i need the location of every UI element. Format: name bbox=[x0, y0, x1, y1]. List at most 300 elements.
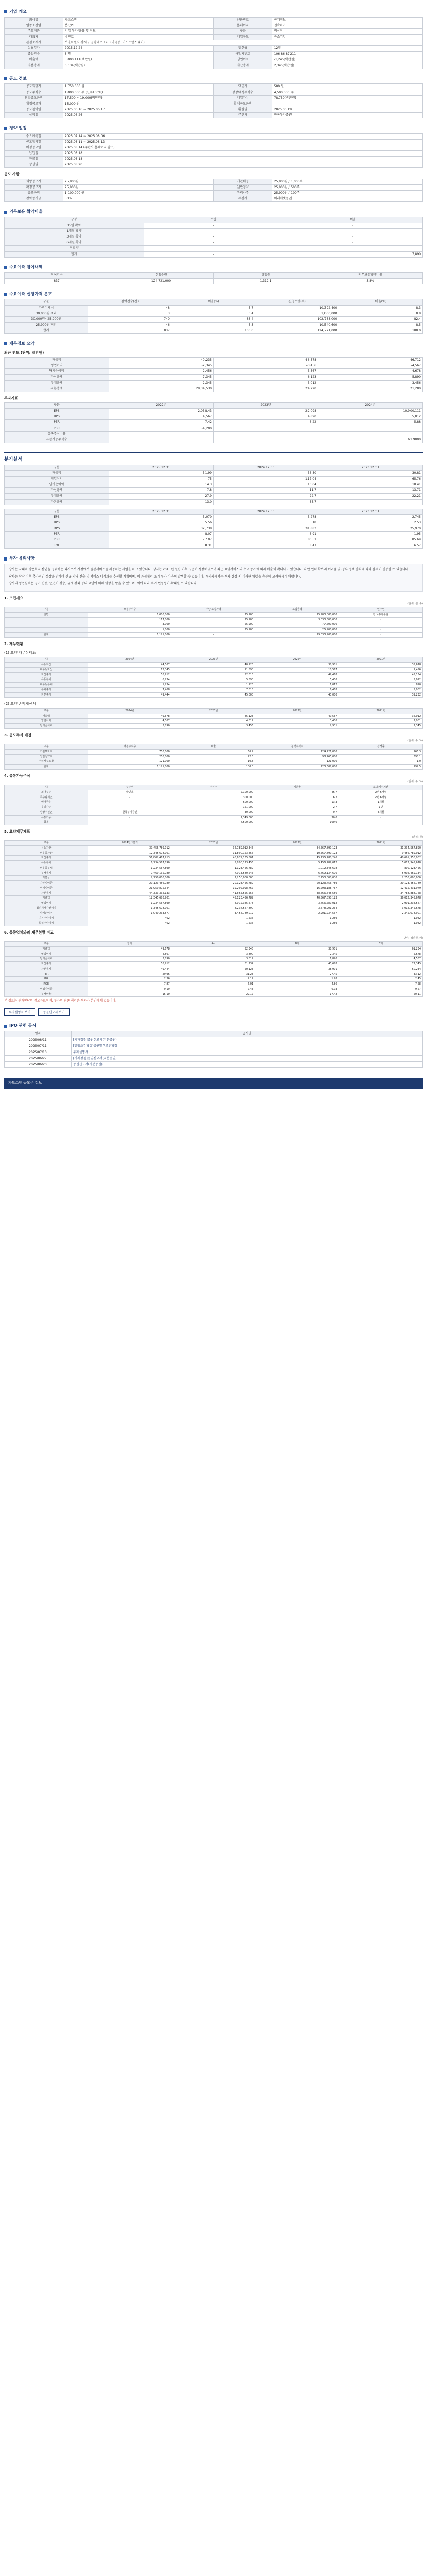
fin1-row bbox=[5, 386, 423, 392]
per-share-cell: 8.31 bbox=[109, 543, 214, 549]
fin2-cell: 22,098 bbox=[214, 409, 318, 414]
section3-cell: 98,765,000 bbox=[255, 754, 339, 759]
section2a-cell: 9,456 bbox=[339, 667, 422, 672]
demand-row-label: 25,900원 미만 bbox=[5, 322, 88, 328]
quarterly-header: 구분 bbox=[5, 465, 109, 471]
per-share-row-label: ROE bbox=[5, 543, 109, 549]
section1-row-label bbox=[5, 628, 88, 633]
company-row bbox=[5, 40, 423, 46]
quarterly-row-label: 자산총계 bbox=[5, 488, 109, 494]
fin2-row-label: PBR bbox=[5, 426, 109, 431]
section5-cell: 48,679,135,801 bbox=[172, 856, 255, 861]
quarterly-row-label: 부채총계 bbox=[5, 494, 109, 499]
per-share-cell: 85.69 bbox=[318, 537, 423, 543]
section5-header: 2021년 bbox=[339, 841, 422, 846]
section4-cell: 600,000 bbox=[172, 800, 255, 805]
section1-cell: 25,900,000 bbox=[255, 628, 339, 633]
stock-value: 4,500,000 주 bbox=[272, 90, 422, 95]
notice-box bbox=[4, 564, 423, 592]
section4-cell: 300,000 bbox=[172, 795, 255, 800]
stock-value: 500 원 bbox=[272, 84, 422, 90]
lockup-cell: - bbox=[144, 251, 283, 257]
section6-row bbox=[5, 952, 423, 957]
per-share-cell: 77.07 bbox=[109, 537, 214, 543]
competition-header: 신청수량 bbox=[109, 273, 214, 278]
section6-unit: (단위: 백만원, 배) bbox=[402, 937, 423, 940]
fin2-cell bbox=[318, 426, 423, 431]
section5-row-label: 자산총계 bbox=[5, 856, 88, 861]
section5-cell: 1,042 bbox=[339, 921, 422, 926]
section1-cell: 25,900 bbox=[172, 617, 255, 622]
section1-cell: - bbox=[339, 617, 422, 622]
section2a-row bbox=[5, 663, 423, 668]
company-label: 구분 bbox=[213, 28, 272, 34]
section5-cell: 1,289 bbox=[255, 921, 339, 926]
per-share-row bbox=[5, 543, 423, 549]
demand-cell: 1,000,000 bbox=[255, 311, 339, 316]
section5-row bbox=[5, 881, 423, 886]
filings-header: 일자 bbox=[5, 1031, 72, 1037]
filing-date: 2025/06/27 bbox=[5, 1056, 72, 1062]
section1-table bbox=[4, 607, 423, 638]
section3-cell: 22.3 bbox=[172, 754, 255, 759]
quarterly-cell: 27.9 bbox=[109, 494, 214, 499]
lockup-cell: - bbox=[283, 240, 423, 246]
schedule-value: 2025.08.14 (주관사 홈페이지 참조) bbox=[63, 145, 422, 150]
schedule-sub-value: 미래에셋증권 bbox=[272, 196, 422, 202]
section5-cell: 1,123,456,789 bbox=[172, 866, 255, 871]
company-section-title: 기업 개요 bbox=[4, 9, 423, 15]
section6-cell: 6.01 bbox=[172, 982, 255, 987]
section6-cell: 52,345 bbox=[172, 946, 255, 952]
section5-cell: 34,567,890,123 bbox=[255, 845, 339, 851]
schedule-sub-row bbox=[5, 184, 423, 190]
fin2-row bbox=[5, 431, 423, 437]
section5-cell: 10,567,890,123 bbox=[255, 851, 339, 856]
section5-cell: 39,456,789,012 bbox=[88, 845, 172, 851]
section6-cell: 61,234 bbox=[172, 962, 255, 967]
section4-cell: - bbox=[88, 815, 172, 820]
company-value: 비상장 bbox=[272, 28, 422, 34]
quarterly-header: 2025.12.31 bbox=[109, 465, 214, 471]
section1-cell: 25,900 bbox=[172, 612, 255, 617]
lockup-section-title: 의무보유 확약비율 bbox=[4, 209, 423, 215]
filing-link[interactable]: [발행조건확정]증권발행조건확정 bbox=[71, 1043, 422, 1049]
stock-row bbox=[5, 90, 423, 95]
section5-cell: 3,456,789,012 bbox=[255, 901, 339, 906]
company-value: 106-86-87211 bbox=[272, 52, 422, 57]
schedule-sub-value: 25,900원 bbox=[63, 184, 213, 190]
lockup-row bbox=[5, 251, 423, 257]
section5-cell: 5,456,789,012 bbox=[255, 861, 339, 866]
fin1-cell: -46,712 bbox=[318, 358, 423, 363]
stock-value: 1,750,000 원 bbox=[63, 84, 213, 90]
filing-row bbox=[5, 1049, 423, 1056]
section3-row bbox=[5, 765, 423, 770]
section2a-row bbox=[5, 672, 423, 677]
fin2-row-label: BPS bbox=[5, 414, 109, 420]
section4-row bbox=[5, 815, 423, 820]
company-label: 대표자 bbox=[5, 35, 63, 40]
section1-cell: 1,121,000 bbox=[88, 632, 172, 637]
section6-row-label: 당기순이익 bbox=[5, 957, 88, 962]
schedule-label: 배정공고일 bbox=[5, 145, 63, 150]
stock-section-title: 공모 정보 bbox=[4, 76, 423, 82]
fin1-row bbox=[5, 358, 423, 363]
section5-row bbox=[5, 876, 423, 881]
quarterly-cell: - bbox=[318, 499, 423, 505]
quarterly-row bbox=[5, 477, 423, 482]
section6-row bbox=[5, 946, 423, 952]
section2b-cell: 3,456 bbox=[172, 724, 255, 729]
section5-cell: 6,234,567,890 bbox=[88, 861, 172, 866]
section1-row bbox=[5, 612, 423, 617]
section5-cell: 12,345,678,901 bbox=[88, 896, 172, 901]
section5-cell: 11,890,123,456 bbox=[172, 851, 255, 856]
quarterly-cell: 31.99 bbox=[109, 471, 214, 477]
demand-cell: 88.4 bbox=[172, 316, 255, 322]
section4-cell: 3개월 bbox=[339, 810, 422, 815]
section2-title: 2. 재무현황 bbox=[4, 641, 24, 646]
schedule-sub-value: 50% bbox=[63, 196, 213, 202]
schedule-sub-value: 25,900원 / 500주 bbox=[272, 184, 422, 190]
quarterly-row-label: 매출액 bbox=[5, 471, 109, 477]
notice-section-title: 투자 유의사항 bbox=[4, 556, 423, 562]
per-share-row bbox=[5, 537, 423, 543]
fin1-cell: 2,345 bbox=[109, 380, 214, 386]
section5-cell: 1,536 bbox=[172, 921, 255, 926]
stock-label: 기업가치 bbox=[213, 95, 272, 101]
section6-row bbox=[5, 962, 423, 967]
fin2-cell: 10,900,111 bbox=[318, 409, 423, 414]
demand-row bbox=[5, 328, 423, 333]
section5-row bbox=[5, 916, 423, 921]
section-bullet-icon bbox=[4, 10, 7, 13]
company-label: 본점소재지 bbox=[5, 40, 63, 46]
lockup-row-label: 6개월 확약 bbox=[5, 240, 144, 246]
section5-row-label: 유동자산 bbox=[5, 845, 88, 851]
fin1-row-label: 자본총계 bbox=[5, 386, 109, 392]
fin1-cell: 3,456 bbox=[318, 380, 423, 386]
filing-link[interactable]: 투자설명서 bbox=[71, 1049, 422, 1056]
schedule-sub-value: 25,900원 / 100주 bbox=[272, 190, 422, 196]
section2a-header: 2024년 bbox=[88, 657, 172, 663]
section2a-cell: 56,912 bbox=[88, 672, 172, 677]
section4-cell: 1,349,000 bbox=[172, 815, 255, 820]
section5-header: 2022년 bbox=[255, 841, 339, 846]
section5-cell: 2,901,234,567 bbox=[339, 901, 422, 906]
section4-row bbox=[5, 800, 423, 805]
section4-cell: 46.7 bbox=[255, 790, 339, 795]
financial-table-2 bbox=[4, 402, 423, 443]
section4-cell: - bbox=[88, 795, 172, 800]
schedule-sub-row bbox=[5, 179, 423, 184]
section5-cell: 890,123,456 bbox=[339, 866, 422, 871]
section2-sub-a: (1) 요약 재무상태표 bbox=[4, 651, 36, 655]
stock-value: 1,000,000 주 (신주100%) bbox=[63, 90, 213, 95]
per-share-cell: 2,745 bbox=[318, 514, 423, 520]
section2a-header: 2021년 bbox=[339, 657, 422, 663]
section5-cell: 40,567,890,123 bbox=[255, 896, 339, 901]
section5-row-label: 자본잉여금 bbox=[5, 881, 88, 886]
section4-header: 지분율 bbox=[255, 785, 339, 790]
section5-cell: 5,012,345,678 bbox=[339, 861, 422, 866]
fin1-cell: -4,567 bbox=[318, 363, 423, 369]
fin2-cell: 2,038.43 bbox=[109, 409, 214, 414]
section4-cell: - bbox=[88, 805, 172, 810]
demand-header: 신청수량(주) bbox=[255, 299, 339, 305]
section6-cell: 56,912 bbox=[88, 962, 172, 967]
lockup-cell: - bbox=[144, 246, 283, 251]
section6-cell: 9.19 bbox=[88, 987, 172, 992]
section5-cell: 20,123,456,789 bbox=[339, 881, 422, 886]
demand-row-label: 30,000원 초과 bbox=[5, 311, 88, 316]
section2b-header: 2021년 bbox=[339, 708, 422, 714]
company-value: -1,245(백만원) bbox=[272, 57, 422, 63]
section3-cell: 121,000 bbox=[255, 759, 339, 765]
company-row bbox=[5, 35, 423, 40]
section6-cell: 2,345 bbox=[255, 952, 339, 957]
section5-cell: 1,012,345,678 bbox=[255, 866, 339, 871]
schedule-sub-label: 청약증거금 bbox=[5, 196, 63, 202]
demand-cell: 0.4 bbox=[172, 311, 255, 316]
section5-row bbox=[5, 871, 423, 876]
section6-cell: 1,890 bbox=[255, 957, 339, 962]
stock-value: 한국투자증권 bbox=[272, 112, 422, 118]
section5-cell: 12,345,678,901 bbox=[88, 851, 172, 856]
section3-row-label: 합계 bbox=[5, 765, 88, 770]
section6-title: 6. 동종업체와의 재무현황 비교 bbox=[4, 930, 54, 935]
schedule-sub-value: 1,100,000 원 bbox=[63, 190, 213, 196]
section1-cell: 25,900,000,000 bbox=[255, 612, 339, 617]
fin1-cell: 29,34,530 bbox=[109, 386, 214, 392]
stock-label: 희망공모금액 bbox=[5, 95, 63, 101]
section6-cell: 4,567 bbox=[88, 952, 172, 957]
company-label: 결산월 bbox=[213, 46, 272, 52]
per-share-header: 2024.12.31 bbox=[214, 509, 318, 514]
section2a-cell: 10,567 bbox=[255, 667, 339, 672]
page bbox=[0, 0, 427, 1099]
per-share-cell: 3,278 bbox=[214, 514, 318, 520]
section2a-cell: 52,013 bbox=[172, 672, 255, 677]
fin2-cell: 6.22 bbox=[214, 420, 318, 426]
section6-cell: 3,890 bbox=[172, 952, 255, 957]
quarterly-row bbox=[5, 499, 423, 505]
quarterly-cell: 11.7 bbox=[214, 488, 318, 494]
section5-row bbox=[5, 911, 423, 916]
per-share-header: 2025.12.31 bbox=[109, 509, 214, 514]
section5-cell: 2,345,678,901 bbox=[339, 911, 422, 916]
section1-unit: (단위: 원, 주) bbox=[407, 602, 423, 606]
section4-title: 4. 유통가능주식 bbox=[4, 773, 30, 778]
section2a-header: 구분 bbox=[5, 657, 88, 663]
section6-row bbox=[5, 972, 423, 977]
section5-cell: 19,292,098,767 bbox=[172, 886, 255, 891]
section6-header: A사 bbox=[172, 942, 255, 947]
company-label: 기업규모 bbox=[213, 35, 272, 40]
fin2-header: 2022년 bbox=[109, 403, 214, 409]
section3-unit: (단위: 주, %) bbox=[407, 739, 423, 743]
schedule-sub-title: 공모 사항 bbox=[4, 172, 20, 177]
section6-cell: 27.45 bbox=[255, 972, 339, 977]
section2a-cell: 12,345 bbox=[88, 667, 172, 672]
schedule-section-title: 청약 일정 bbox=[4, 126, 423, 131]
section6-cell: 22.17 bbox=[172, 992, 255, 997]
section2b-cell: 3,456 bbox=[255, 719, 339, 724]
per-share-cell: 5.18 bbox=[214, 520, 318, 526]
filing-link[interactable]: 증권신고서(지분증권) bbox=[71, 1062, 422, 1068]
section-bullet-icon bbox=[4, 342, 7, 345]
section2a-cell: 7,468 bbox=[88, 687, 172, 692]
section5-cell: 1,536 bbox=[172, 916, 255, 921]
section1-cell: - bbox=[172, 632, 255, 637]
section5-cell: 4,012,345,678 bbox=[172, 901, 255, 906]
section2b-row-label: 매출액 bbox=[5, 714, 88, 719]
schedule-sub-value: 25,900원 bbox=[63, 179, 213, 184]
company-label: 설립일자 bbox=[5, 46, 63, 52]
fin2-cell bbox=[109, 437, 214, 443]
stock-label: 공모희망가 bbox=[5, 84, 63, 90]
footer: 가드스앤 공모주 정보 bbox=[4, 1078, 423, 1088]
fin1-row-label: 부채총계 bbox=[5, 380, 109, 386]
lockup-row bbox=[5, 240, 423, 246]
section4-cell: 2,100,000 bbox=[172, 790, 255, 795]
stock-value: 15,000 원 bbox=[63, 101, 213, 107]
section2a-row bbox=[5, 692, 423, 698]
section1-cell: - bbox=[339, 628, 422, 633]
stock-label: 공모청약일 bbox=[5, 107, 63, 112]
section5-cell: 5,890,123,456 bbox=[172, 861, 255, 866]
section2-table-b bbox=[4, 708, 423, 729]
section4-cell: 4,500,000 bbox=[172, 820, 255, 825]
filing-link[interactable]: [기재정정]증권신고서(지분증권) bbox=[71, 1056, 422, 1062]
filing-date: 2025/06/20 bbox=[5, 1062, 72, 1068]
lockup-row bbox=[5, 223, 423, 229]
schedule-sub-label: 일반청약 bbox=[213, 184, 272, 190]
company-value: 가드스앤 bbox=[63, 17, 213, 23]
section6-cell: 7.87 bbox=[88, 982, 172, 987]
section5-row-label: 부채총계 bbox=[5, 871, 88, 876]
section4-row bbox=[5, 820, 423, 825]
section2b-header: 2022년 bbox=[255, 708, 339, 714]
section1-row bbox=[5, 617, 423, 622]
section-bullet-icon bbox=[4, 266, 7, 269]
registration-button[interactable]: 증권신고서 보기 bbox=[38, 1008, 69, 1016]
section-bullet-icon bbox=[4, 127, 7, 130]
company-label: 자본총계 bbox=[5, 63, 63, 69]
demand-cell: 8.5 bbox=[339, 322, 422, 328]
section3-cell: 1,121,000 bbox=[88, 765, 172, 770]
schedule-sub-row bbox=[5, 190, 423, 196]
fin2-row-label: 유통주식비율 bbox=[5, 431, 109, 437]
section6-cell: 4,567 bbox=[339, 957, 422, 962]
section5-row-label: 자본총계 bbox=[5, 891, 88, 896]
section6-cell: 33.12 bbox=[339, 972, 422, 977]
section2a-cell: 49,444 bbox=[88, 692, 172, 698]
section5-cell: 2,250,000,000 bbox=[255, 876, 339, 881]
stock-row bbox=[5, 84, 423, 90]
quarterly-header: 2023.12.31 bbox=[318, 465, 423, 471]
section3-header: 경쟁률 bbox=[339, 744, 422, 750]
section5-cell: 20,123,456,789 bbox=[172, 881, 255, 886]
company-row bbox=[5, 28, 423, 34]
company-label: 업종 / 산업 bbox=[5, 23, 63, 28]
section5-cell: 1,040,233,577 bbox=[88, 911, 172, 916]
demand-cell: 740 bbox=[88, 316, 172, 322]
section4-header: 주식수 bbox=[172, 785, 255, 790]
filing-link[interactable]: [기재정정]증권신고서(지분증권) bbox=[71, 1037, 422, 1043]
section6-row bbox=[5, 977, 423, 982]
section6-row-label: 영업이익 bbox=[5, 952, 88, 957]
lockup-cell: - bbox=[144, 240, 283, 246]
section2a-cell: 890 bbox=[339, 683, 422, 688]
fin2-row-label: 유통가능주식수 bbox=[5, 437, 109, 443]
section5-row-label: 당기순이익 bbox=[5, 911, 88, 916]
demand-cell: 3 bbox=[88, 311, 172, 316]
company-row bbox=[5, 23, 423, 28]
section6-row-label: 영업이익률 bbox=[5, 987, 88, 992]
quarterly-title: 분기실적 bbox=[4, 456, 22, 462]
section-bullet-icon bbox=[4, 1025, 7, 1028]
section6-cell: 1.98 bbox=[255, 977, 339, 982]
section5-row-label: 기본주당이익 bbox=[5, 916, 88, 921]
lockup-row bbox=[5, 229, 423, 234]
lockup-cell: 7,890 bbox=[283, 251, 423, 257]
company-label: 회사명 bbox=[5, 17, 63, 23]
company-value: 중소기업 bbox=[272, 35, 422, 40]
section2b-cell: 40,567 bbox=[255, 714, 339, 719]
quarterly-cell: 14.3 bbox=[109, 482, 214, 488]
section4-cell: 2년 6개월 bbox=[339, 795, 422, 800]
fin1-cell: 3,012 bbox=[214, 380, 318, 386]
section6-cell: 2.36 bbox=[88, 977, 172, 982]
section5-row-label: 이익잉여금 bbox=[5, 886, 88, 891]
section5-row bbox=[5, 906, 423, 911]
prospectus-button[interactable]: 투자설명서 보기 bbox=[4, 1008, 35, 1016]
company-label: 주요제품 bbox=[5, 28, 63, 34]
section5-cell: 40,691,356,902 bbox=[339, 856, 422, 861]
demand-row bbox=[5, 305, 423, 311]
section5-row bbox=[5, 896, 423, 901]
company-value: 기업 투자/금융 및 정보 bbox=[63, 28, 213, 34]
schedule-sub-label: 우리사주 bbox=[213, 190, 272, 196]
per-share-cell: 6.57 bbox=[318, 543, 423, 549]
fin1-cell: 7,345 bbox=[109, 375, 214, 380]
schedule-sub-label: 공모금액 bbox=[5, 190, 63, 196]
notice-paragraph: 당사의 영업실적은 경기 변동, 인건비 상승, 규제 강화 등의 요인에 의해 영향을 받을 수 있으며, 이에 따라 주가 변동성이 확대될 수 있습니다. bbox=[9, 582, 198, 586]
company-value: 분산PE bbox=[63, 23, 213, 28]
section6-cell: 29.96 bbox=[88, 972, 172, 977]
section3-cell: 750,000 bbox=[88, 749, 172, 754]
section2-table-a bbox=[4, 657, 423, 698]
section6-cell: 38,901 bbox=[255, 946, 339, 952]
section2b-cell: 2,345 bbox=[339, 724, 422, 729]
fin1-cell: -2,345 bbox=[109, 363, 214, 369]
fin1-cell: -46,578 bbox=[214, 358, 318, 363]
section-bullet-icon bbox=[4, 211, 7, 214]
schedule-sub-label: 주간사 bbox=[213, 196, 272, 202]
schedule-value: 2025.08.18 bbox=[63, 157, 422, 162]
demand-cell: 100.0 bbox=[172, 328, 255, 333]
quarterly-cell: 10.04 bbox=[214, 482, 318, 488]
competition-header: 경쟁률 bbox=[214, 273, 318, 278]
section1-row-label bbox=[5, 622, 88, 628]
schedule-sub-label: 기관배정 bbox=[213, 179, 272, 184]
schedule-label: 수요예측일 bbox=[5, 133, 63, 139]
section1-title: 1. 모집개요 bbox=[4, 596, 24, 600]
section6-cell: 20.11 bbox=[339, 992, 422, 997]
section5-cell: 1,345,678,901 bbox=[88, 906, 172, 911]
